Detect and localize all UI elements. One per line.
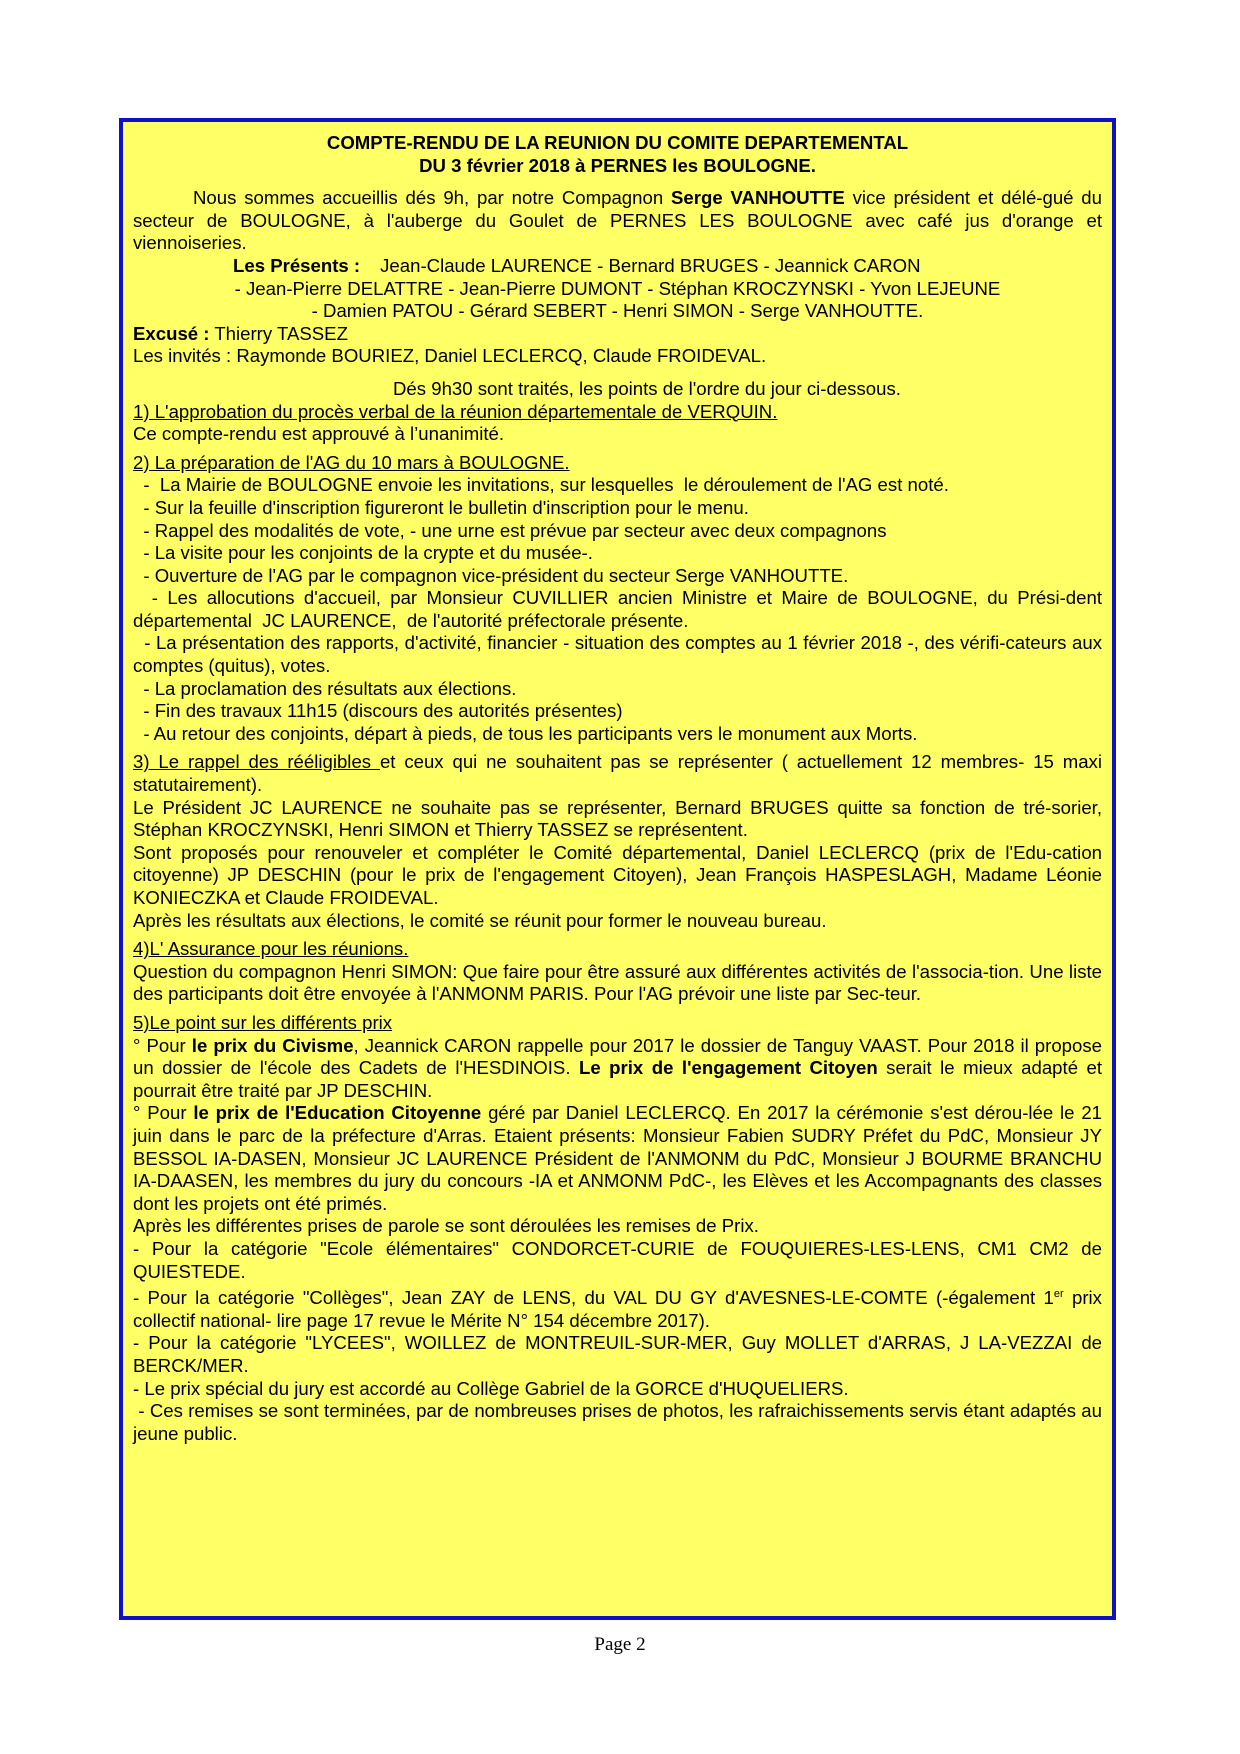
report-box <box>119 118 1116 1620</box>
presents-line2: - Jean-Pierre DELATTRE - Jean-Pierre DUMONT - Stéphan KROCZYNSKI - Yvon LEJEUNE <box>234 277 1001 299</box>
section5-education: ° Pour le prix de l'Education Citoyenne géré par Daniel LECLERCQ. En 2017 la cérémonie s'est dérou-lée le 21 juin dans le parc de la préfecture d'Arras. Etaient présents: Monsieur Fabien SUDRY Préfet du PdC, Monsieur JY BESSOL IA-DASEN, Monsieur JC LAURENCE Président de l'ANMONM du PdC, Monsieur J BOURME BRANCHU IA-DAASEN, les membres du jury du concours -IA et ANMONM PdC-, les Elèves et les Accompagnants des classes dont les projets ont été primés. <box>133 1102 1103 1214</box>
section2-item: - Au retour des conjoints, départ à pieds, de tous les participants vers le monument aux Morts. <box>133 722 918 744</box>
host-name: Serge VANHOUTTE <box>671 187 845 209</box>
page-number: Page 2 <box>594 1634 646 1655</box>
section5-colleges: - Pour la catégorie "Collèges", Jean ZAY de LENS, du VAL DU GY d'AVESNES-LE-COMTE (-également 1er prix collectif national- lire page 17 revue le Mérite N° 154 décembre 2017). <box>133 1287 1102 1331</box>
section3-paragraph: Sont proposés pour renouveler et compléter le Comité départemental, Daniel LECLERCQ (prix de l'Edu-cation citoyenne) JP DESCHIN (pour le prix de l'engagement Citoyen), Jean François HASPESLAGH, Madame Léonie KONIECZKA et Claude FROIDEVAL. <box>133 841 1102 908</box>
section3-paragraph: Après les résultats aux élections, le comité se réunit pour former le nouveau bureau. <box>133 909 827 931</box>
presents-line3: - Damien PATOU - Gérard SEBERT - Henri SIMON - Serge VANHOUTTE. <box>311 300 924 322</box>
excuse-label: Excusé : <box>133 322 210 344</box>
presents-label: Les Présents : <box>233 254 361 276</box>
presents-line1: Les Présents : Jean-Claude LAURENCE - Bernard BRUGES - Jeannick CARON <box>233 254 921 276</box>
report-title-line2: DU 3 février 2018 à PERNES les BOULOGNE. <box>419 154 816 176</box>
order-intro: Dés 9h30 sont traités, les points de l'ordre du jour ci-dessous. <box>393 377 901 399</box>
section4-text: Question du compagnon Henri SIMON: Que faire pour être assuré aux différentes activités de l'associa-tion. Une liste des participants doit être envoyée à l'ANMONM PARIS. Pour l'AG prévoir une liste par Sec-teur. <box>133 960 1102 1005</box>
section2-item: - Sur la feuille d'inscription figureront le bulletin d'inscription pour le menu. <box>133 496 749 518</box>
report-title-line1: COMPTE-RENDU DE LA REUNION DU COMITE DEPARTEMENTAL <box>326 132 909 153</box>
section2-item: - La visite pour les conjoints de la crypte et du musée-. <box>133 542 593 564</box>
section5-civisme: ° Pour le prix du Civisme, Jeannick CARON rappelle pour 2017 le dossier de Tanguy VAAST. Pour 2018 il propose un dossier de l'école des Cadets de l'HESDINOIS. Le prix de l'engagement Citoyen serait le mieux adapté et pourrait être traité par JP DESCHIN. <box>133 1034 1103 1101</box>
section5-paragraph: - Ces remises se sont terminées, par de nombreuses prises de photos, les rafraichissements servis étant adaptés au jeune public. <box>133 1400 1108 1444</box>
invites-line: Les invités : Raymonde BOURIEZ, Daniel LECLERCQ, Claude FROIDEVAL. <box>133 345 767 367</box>
section5-paragraph: - Pour la catégorie "LYCEES", WOILLEZ de MONTREUIL-SUR-MER, Guy MOLLET d'ARRAS, J LA-VEZZAI de BERCK/MER. <box>133 1332 1102 1377</box>
section1-heading: 1) L'approbation du procès verbal de la réunion départementale de VERQUIN. <box>133 400 778 422</box>
report-content <box>133 132 1108 1445</box>
section2-item: - Ouverture de l'AG par le compagnon vice-président du secteur Serge VANHOUTTE. <box>133 564 849 586</box>
section3-paragraph: Le Président JC LAURENCE ne souhaite pas se représenter, Bernard BRUGES quitte sa fonction de tré-sorier, Stéphan KROCZYNSKI, Henri SIMON et Thierry TASSEZ se représentent. <box>133 796 1102 841</box>
section5-paragraph: - Le prix spécial du jury est accordé au Collège Gabriel de la GORCE d'HUQUELIERS. <box>133 1377 849 1399</box>
section4-heading: 4)L' Assurance pour les réunions. <box>133 938 409 960</box>
section5-paragraph: - Pour la catégorie "Ecole élémentaires" CONDORCET-CURIE de FOUQUIERES-LES-LENS, CM1 CM2 de QUIESTEDE. <box>133 1237 1102 1282</box>
section1-text: Ce compte-rendu est approuvé à l’unanimité. <box>133 423 505 445</box>
section3-heading: 3) Le rappel des rééligibles et ceux qui ne souhaitent pas se représenter ( actuellement 12 membres- 15 maxi statutairement). <box>133 751 1102 796</box>
excuse-line: Excusé : Thierry TASSEZ <box>133 322 348 344</box>
section2-item: - La présentation des rapports, d'activité, financier - situation des comptes au 1 février 2018 -, des vérifi-cateurs aux comptes (quitus), votes. <box>133 632 1108 677</box>
section2-item: - Rappel des modalités de vote, - une urne est prévue par secteur avec deux compagnons <box>133 519 887 541</box>
section2-item: - La Mairie de BOULOGNE envoie les invitations, sur lesquelles le déroulement de l'AG est noté. <box>133 474 949 496</box>
section2-item: - La proclamation des résultats aux élections. <box>133 677 517 699</box>
section5-heading: 5)Le point sur les différents prix <box>133 1011 393 1033</box>
section2-item: - Fin des travaux 11h15 (discours des autorités présentes) <box>133 700 623 722</box>
section2-heading: 2) La préparation de l'AG du 10 mars à BOULOGNE. <box>133 451 570 473</box>
section2-item: - Les allocutions d'accueil, par Monsieur CUVILLIER ancien Ministre et Maire de BOULOGNE, du Prési-dent départemental JC LAURENCE, de l'autorité préfectorale présente. <box>133 587 1108 631</box>
section5-paragraph: Après les différentes prises de parole se sont déroulées les remises de Prix. <box>133 1215 759 1237</box>
intro-paragraph: Nous sommes accueillis dés 9h, par notre Compagnon Serge VANHOUTTE vice président et délé-gué du secteur de BOULOGNE, à l'auberge du Goulet de PERNES LES BOULOGNE avec café jus d'orange et viennoiseries. <box>133 187 1102 254</box>
